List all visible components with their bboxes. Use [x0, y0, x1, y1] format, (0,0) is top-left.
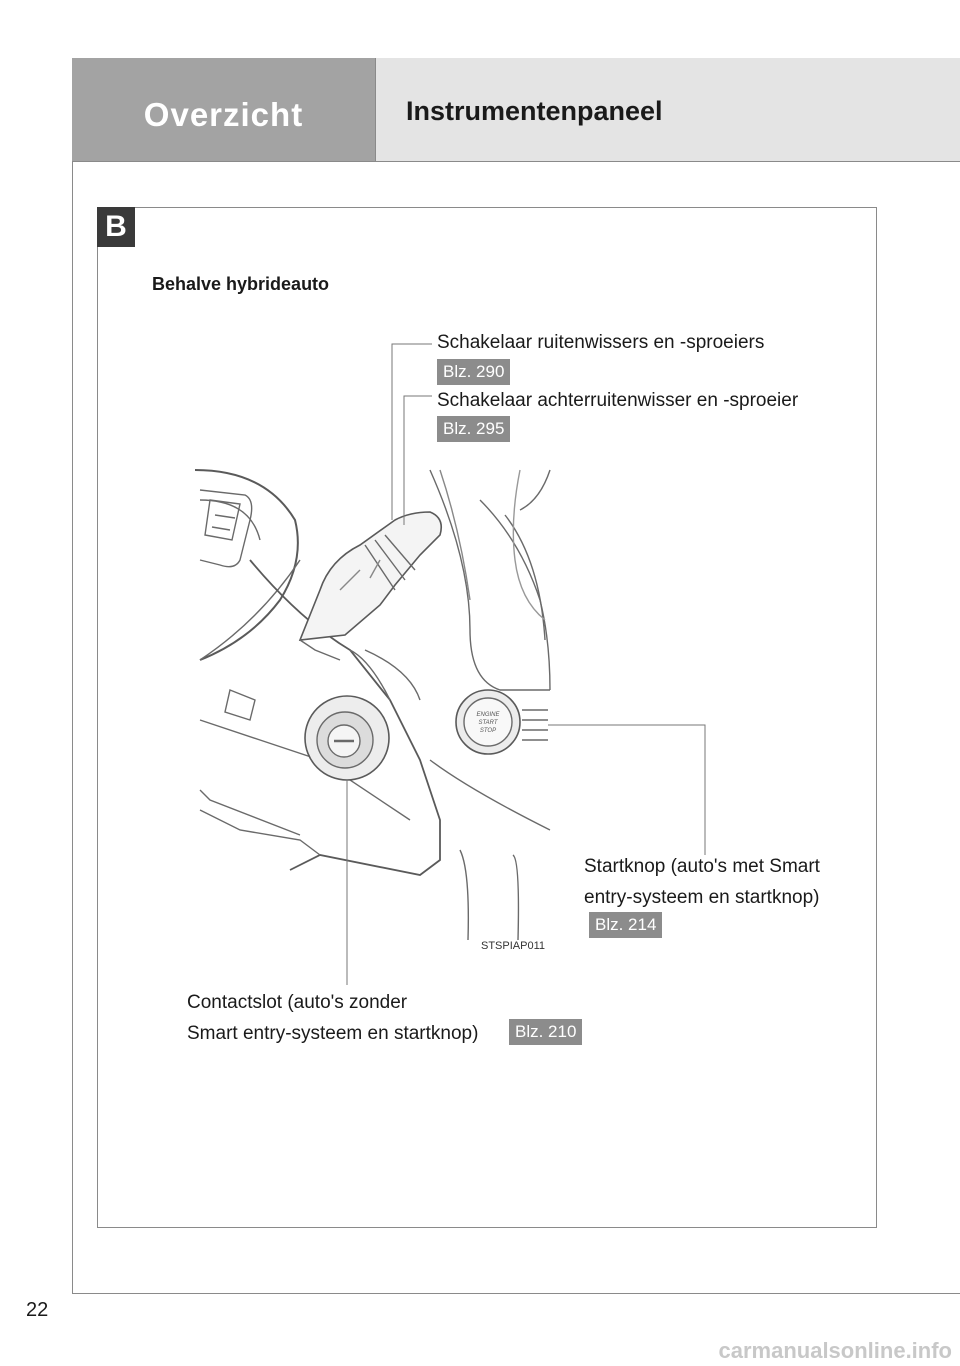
page-title: Instrumentenpaneel [406, 96, 663, 126]
callout-wiper-switch-ref: Blz. 290 [437, 359, 510, 385]
start-button-text-1: ENGINE [476, 712, 500, 718]
callout-start-button-ref: Blz. 214 [589, 912, 662, 938]
start-button-text-3: STOP [479, 728, 497, 734]
section-title: Overzicht [143, 96, 304, 133]
figure-code: STSPIAP011 [481, 940, 545, 952]
callout-rear-wiper-label: Schakelaar achterruitenwisser en -sproeier [437, 390, 799, 411]
callout-wiper-switch-label: Schakelaar ruitenwissers en -sproeiers [437, 332, 765, 353]
page-number: 22 [26, 1299, 49, 1321]
footer-watermark: carmanualsonline.info [718, 1338, 952, 1363]
callout-rear-wiper-ref: Blz. 295 [437, 416, 510, 442]
callout-ignition-label-2: Smart entry-systeem en startknop) [187, 1023, 479, 1044]
section-badge: B [97, 207, 135, 247]
callout-start-button-label-2: entry-systeem en startknop) [584, 887, 820, 908]
variant-label: Behalve hybrideauto [152, 274, 330, 294]
callout-start-button-label-1: Startknop (auto's met Smart [584, 856, 820, 877]
start-button-text-2: START [478, 720, 498, 726]
callout-ignition-label-1: Contactslot (auto's zonder [187, 992, 408, 1013]
callout-ignition-ref: Blz. 210 [509, 1019, 582, 1045]
